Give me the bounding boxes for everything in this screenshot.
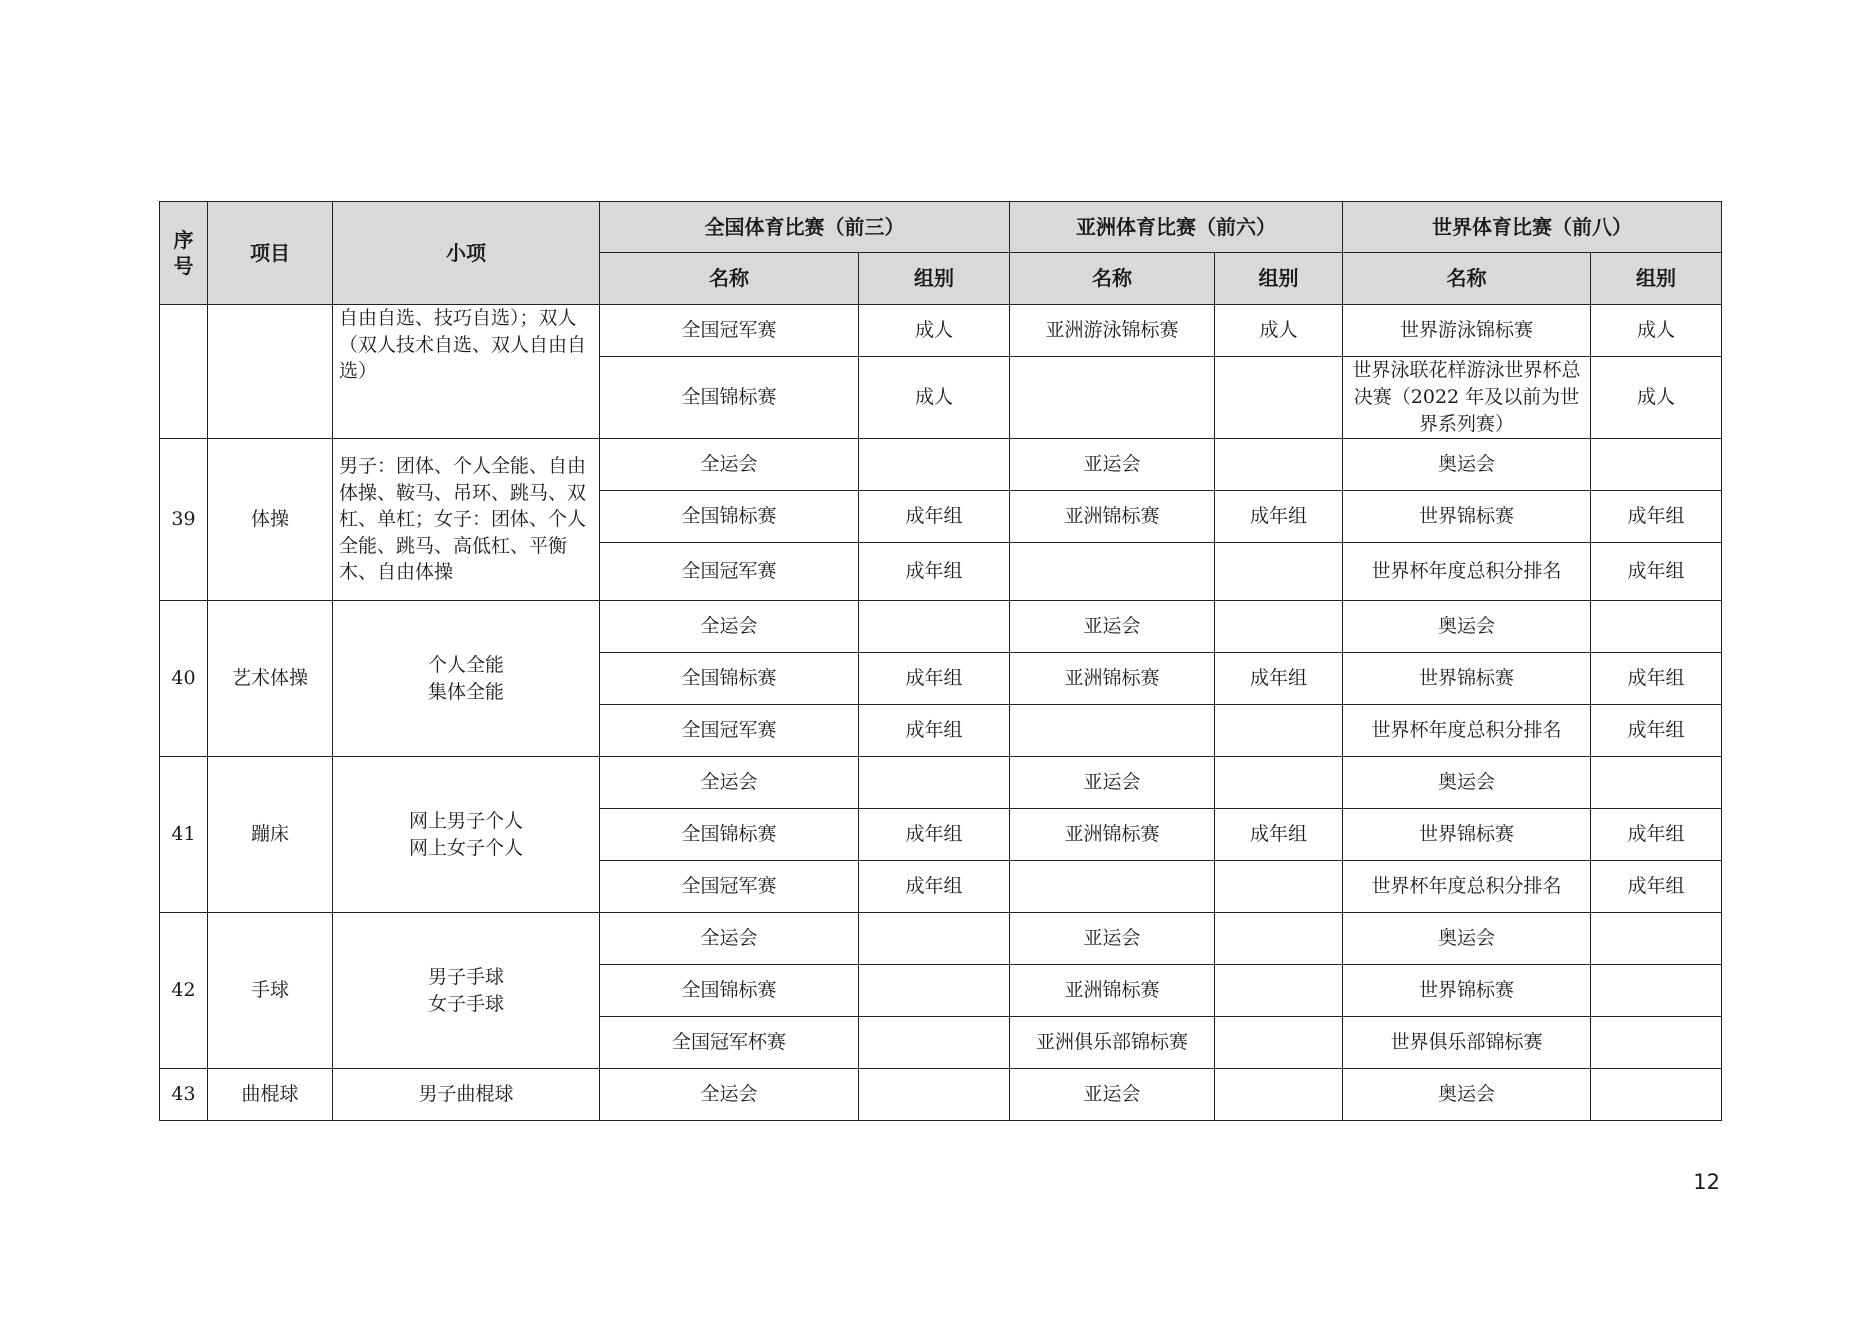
page-number: 12 bbox=[1693, 1170, 1720, 1194]
world-name: 世界锦标赛 bbox=[1343, 809, 1591, 861]
seq-cell: 42 bbox=[160, 913, 208, 1069]
national-group: 成人 bbox=[859, 305, 1010, 357]
subitem-cell bbox=[333, 757, 600, 913]
world-name: 世界杯年度总积分排名 bbox=[1343, 705, 1591, 757]
world-name: 世界杯年度总积分排名 bbox=[1343, 861, 1591, 913]
sports-competition-table bbox=[159, 201, 1722, 1121]
national-name: 全国冠军赛 bbox=[600, 305, 859, 357]
project-cell: 艺术体操 bbox=[208, 601, 333, 757]
world-name: 世界俱乐部锦标赛 bbox=[1343, 1017, 1591, 1069]
asian-name: 亚运会 bbox=[1010, 757, 1215, 809]
header-asian-group: 组别 bbox=[1215, 253, 1343, 305]
subitem-cell bbox=[333, 601, 600, 757]
national-name: 全国冠军赛 bbox=[600, 705, 859, 757]
national-group bbox=[859, 1017, 1010, 1069]
world-name: 世界杯年度总积分排名 bbox=[1343, 543, 1591, 601]
project-cell: 手球 bbox=[208, 913, 333, 1069]
header-national-group: 组别 bbox=[859, 253, 1010, 305]
world-group bbox=[1591, 913, 1722, 965]
subitem-line: 女子手球 bbox=[427, 992, 504, 1015]
header-asian-name: 名称 bbox=[1010, 253, 1215, 305]
national-group bbox=[859, 601, 1010, 653]
world-group: 成年组 bbox=[1591, 543, 1722, 601]
world-group bbox=[1591, 601, 1722, 653]
project-cell: 曲棍球 bbox=[208, 1069, 333, 1121]
asian-name: 亚运会 bbox=[1010, 913, 1215, 965]
world-group: 成人 bbox=[1591, 357, 1722, 439]
asian-group bbox=[1215, 439, 1343, 491]
header-project: 项目 bbox=[208, 202, 333, 305]
asian-group bbox=[1215, 1017, 1343, 1069]
national-name: 全运会 bbox=[600, 601, 859, 653]
world-group: 成人 bbox=[1591, 305, 1722, 357]
national-group: 成人 bbox=[859, 357, 1010, 439]
header-national: 全国体育比赛（前三） bbox=[600, 202, 1010, 253]
asian-name: 亚洲游泳锦标赛 bbox=[1010, 305, 1215, 357]
asian-group bbox=[1215, 357, 1343, 439]
world-name: 奥运会 bbox=[1343, 757, 1591, 809]
subitem-line: 个人全能 bbox=[427, 653, 504, 676]
world-name: 世界锦标赛 bbox=[1343, 965, 1591, 1017]
subitem-cell: 男子：团体、个人全能、自由体操、鞍马、吊环、跳马、双杠、单杠；女子：团体、个人全能、跳马、高低杠、平衡木、自由体操 bbox=[333, 439, 600, 601]
asian-name: 亚洲锦标赛 bbox=[1010, 809, 1215, 861]
asian-group bbox=[1215, 913, 1343, 965]
world-group bbox=[1591, 965, 1722, 1017]
header-world-name: 名称 bbox=[1343, 253, 1591, 305]
header-world-group: 组别 bbox=[1591, 253, 1722, 305]
world-name: 奥运会 bbox=[1343, 601, 1591, 653]
asian-name bbox=[1010, 705, 1215, 757]
project-cell: 体操 bbox=[208, 439, 333, 601]
national-name: 全国锦标赛 bbox=[600, 357, 859, 439]
national-group: 成年组 bbox=[859, 653, 1010, 705]
project-cell bbox=[208, 305, 333, 439]
subitem-cell: 男子曲棍球 bbox=[333, 1069, 600, 1121]
seq-cell: 39 bbox=[160, 439, 208, 601]
national-group: 成年组 bbox=[859, 543, 1010, 601]
header-world: 世界体育比赛（前八） bbox=[1343, 202, 1722, 253]
national-group: 成年组 bbox=[859, 491, 1010, 543]
asian-name: 亚洲锦标赛 bbox=[1010, 491, 1215, 543]
world-group: 成年组 bbox=[1591, 705, 1722, 757]
asian-group bbox=[1215, 757, 1343, 809]
national-group bbox=[859, 913, 1010, 965]
asian-group bbox=[1215, 705, 1343, 757]
world-group: 成年组 bbox=[1591, 491, 1722, 543]
world-group bbox=[1591, 439, 1722, 491]
asian-group bbox=[1215, 601, 1343, 653]
subitem-line: 网上女子个人 bbox=[408, 836, 523, 859]
national-name: 全国冠军赛 bbox=[600, 861, 859, 913]
asian-name: 亚运会 bbox=[1010, 1069, 1215, 1121]
world-group: 成年组 bbox=[1591, 809, 1722, 861]
world-group bbox=[1591, 1069, 1722, 1121]
national-name: 全运会 bbox=[600, 1069, 859, 1121]
subitem-cell bbox=[333, 913, 600, 1069]
seq-cell bbox=[160, 305, 208, 439]
asian-name bbox=[1010, 543, 1215, 601]
national-name: 全国冠军赛 bbox=[600, 543, 859, 601]
national-group bbox=[859, 439, 1010, 491]
asian-name: 亚运会 bbox=[1010, 601, 1215, 653]
national-group bbox=[859, 1069, 1010, 1121]
asian-name bbox=[1010, 861, 1215, 913]
asian-name: 亚洲锦标赛 bbox=[1010, 965, 1215, 1017]
world-name: 奥运会 bbox=[1343, 1069, 1591, 1121]
world-name: 奥运会 bbox=[1343, 439, 1591, 491]
national-name: 全运会 bbox=[600, 757, 859, 809]
national-group bbox=[859, 965, 1010, 1017]
asian-group bbox=[1215, 543, 1343, 601]
national-name: 全国锦标赛 bbox=[600, 491, 859, 543]
asian-group bbox=[1215, 1069, 1343, 1121]
world-name: 世界锦标赛 bbox=[1343, 653, 1591, 705]
world-name: 世界游泳锦标赛 bbox=[1343, 305, 1591, 357]
subitem-line: 网上男子个人 bbox=[408, 809, 523, 832]
header-asian: 亚洲体育比赛（前六） bbox=[1010, 202, 1343, 253]
world-group bbox=[1591, 757, 1722, 809]
world-group bbox=[1591, 1017, 1722, 1069]
asian-group: 成年组 bbox=[1215, 809, 1343, 861]
national-name: 全国冠军杯赛 bbox=[600, 1017, 859, 1069]
asian-group: 成人 bbox=[1215, 305, 1343, 357]
asian-group bbox=[1215, 965, 1343, 1017]
header-seq: 序号 bbox=[160, 202, 208, 305]
subitem-line: 男子手球 bbox=[427, 965, 504, 988]
seq-cell: 43 bbox=[160, 1069, 208, 1121]
national-group: 成年组 bbox=[859, 809, 1010, 861]
national-group: 成年组 bbox=[859, 705, 1010, 757]
asian-name: 亚运会 bbox=[1010, 439, 1215, 491]
world-group: 成年组 bbox=[1591, 861, 1722, 913]
header-subitem: 小项 bbox=[333, 202, 600, 305]
subitem-line: 集体全能 bbox=[427, 680, 504, 703]
national-name: 全运会 bbox=[600, 439, 859, 491]
asian-name: 亚洲锦标赛 bbox=[1010, 653, 1215, 705]
header-national-name: 名称 bbox=[600, 253, 859, 305]
world-name: 世界泳联花样游泳世界杯总决赛（2022 年及以前为世界系列赛） bbox=[1343, 357, 1591, 439]
seq-cell: 41 bbox=[160, 757, 208, 913]
asian-group: 成年组 bbox=[1215, 491, 1343, 543]
national-name: 全国锦标赛 bbox=[600, 809, 859, 861]
asian-group: 成年组 bbox=[1215, 653, 1343, 705]
subitem-cell: 自由自选、技巧自选）；双人（双人技术自选、双人自由自选） bbox=[333, 305, 600, 439]
seq-cell: 40 bbox=[160, 601, 208, 757]
national-group: 成年组 bbox=[859, 861, 1010, 913]
world-name: 世界锦标赛 bbox=[1343, 491, 1591, 543]
project-cell: 蹦床 bbox=[208, 757, 333, 913]
world-group: 成年组 bbox=[1591, 653, 1722, 705]
asian-name bbox=[1010, 357, 1215, 439]
national-name: 全国锦标赛 bbox=[600, 965, 859, 1017]
asian-name: 亚洲俱乐部锦标赛 bbox=[1010, 1017, 1215, 1069]
asian-group bbox=[1215, 861, 1343, 913]
world-name: 奥运会 bbox=[1343, 913, 1591, 965]
national-name: 全运会 bbox=[600, 913, 859, 965]
national-group bbox=[859, 757, 1010, 809]
national-name: 全国锦标赛 bbox=[600, 653, 859, 705]
